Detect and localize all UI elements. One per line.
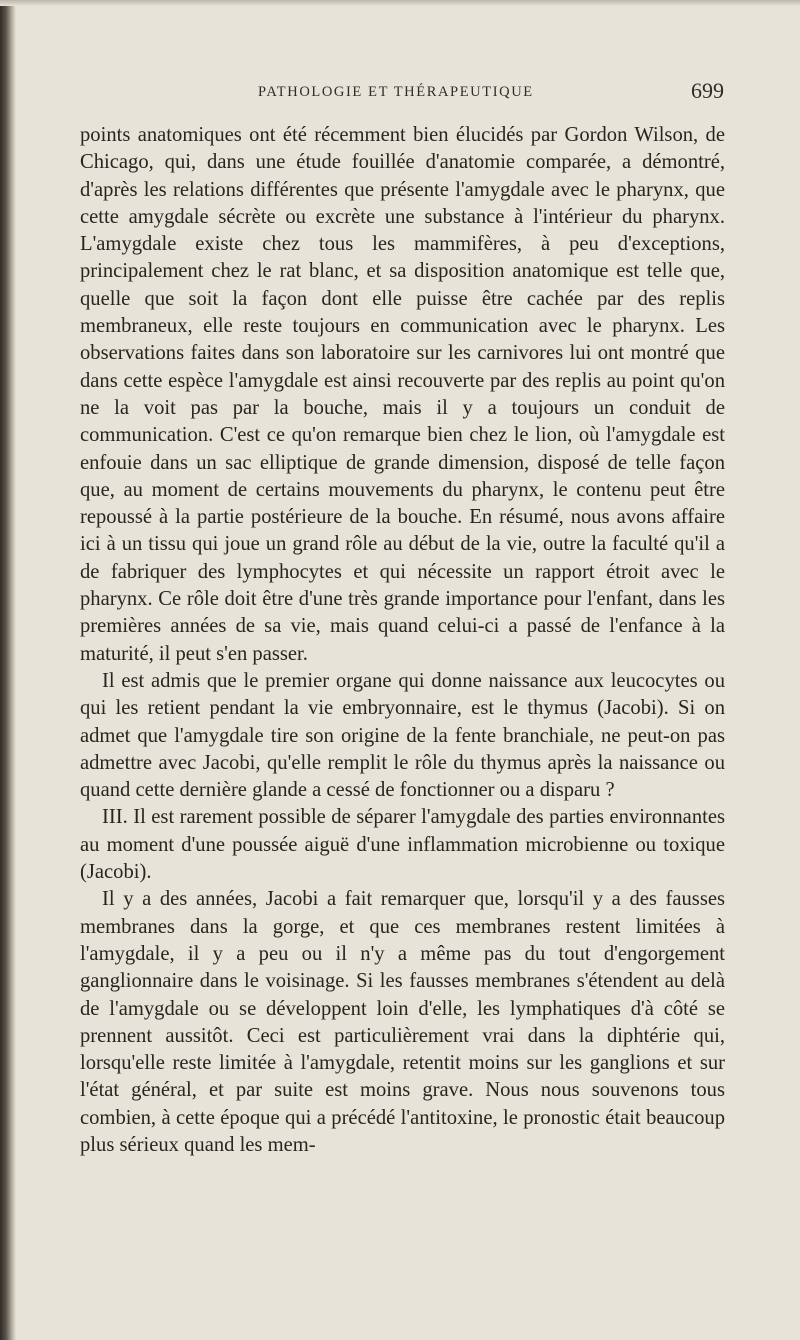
running-title: PATHOLOGIE ET THÉRAPEUTIQUE [258, 84, 534, 100]
page-number: 699 [691, 78, 724, 103]
paragraph-4: Il y a des années, Jacobi a fait remarquer que, lorsqu'il y a des fausses membranes dans la gorge, et que ces membranes restent limitées à l'amygdale, il y a peu ou il n'y a même pas du tout d'engorgement ganglionnaire dans le voisinage. Si les fausses membranes s'étendent au delà de l'amygdale ou se développent loin d'elle, les lymphatiques d'à côté se prennent aussitôt. Ceci est particulièrement vrai dans la diphtérie qui, lorsqu'elle reste limitée à l'amygdale, retentit moins sur les ganglions et sur l'état général, et par suite est moins grave. Nous nous souvenons tous combien, à cette époque qui a précédé l'antitoxine, le pronostic était beaucoup plus sérieux quand les mem- [80, 888, 725, 1156]
paragraph-1: points anatomiques ont été récemment bien élucidés par Gordon Wilson, de Chicago, qui, dans une étude fouillée d'anatomie comparée, a démontré, d'après les relations différentes que présente l'amygdale avec le pharynx, que cette amygdale sécrète ou excrète une substance à l'intérieur du pharynx. L'amygdale existe chez tous les mammifères, à peu d'exceptions, principalement chez le rat blanc, et sa disposition anatomique est telle que, quelle que soit la façon dont elle puisse être cachée par des replis membraneux, elle reste toujours en communication avec le pharynx. Les observations faites dans son laboratoire sur les carnivores lui ont montré que dans cette espèce l'amygdale est ainsi recouverte par des replis au point qu'on ne la voit pas par la bouche, mais il y a toujours un conduit de communication. C'est ce qu'on remarque bien chez le lion, où l'amygdale est enfouie dans un sac elliptique de grande dimension, disposé de telle façon que, au moment de certains mouvements du pharynx, le contenu peut être repoussé à la partie postérieure de la bouche. En résumé, nous avons affaire ici à un tissu qui joue un grand rôle au début de la vie, outre la faculté qu'il a de fabriquer des lymphocytes et qui nécessite un rapport étroit avec le pharynx. Ce rôle doit être d'une très grande importance pour l'enfant, dans les premières années de sa vie, mais quand celui-ci a passé de l'enfance à la maturité, il peut s'en passer. [80, 124, 725, 665]
paragraph-3: III. Il est rarement possible de séparer l'amygdale des parties environnantes au moment d'une poussée aiguë d'une inflammation microbienne ou toxique (Jacobi). [80, 806, 725, 884]
paragraph-2: Il est admis que le premier organe qui donne naissance aux leucocytes ou qui les retient pendant la vie embryonnaire, est le thymus (Jacobi). Si on admet que l'amygdale tire son origine de la fente branchiale, ne peut-on pas admettre avec Jacobi, qu'elle remplit le rôle du thymus après la naissance ou quand cette dernière glande a cessé de fonctionner ou a disparu ? [80, 669, 725, 802]
body-text [80, 122, 725, 1159]
page-header [258, 76, 724, 106]
